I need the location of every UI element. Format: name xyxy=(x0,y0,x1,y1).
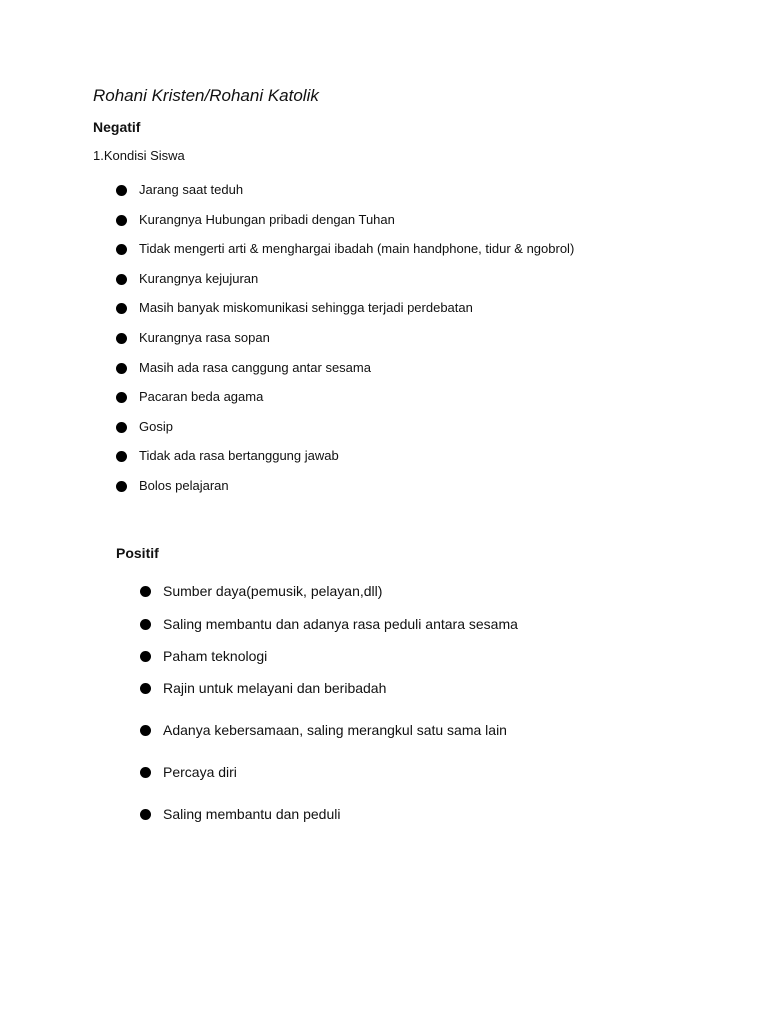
negatif-list-item xyxy=(116,268,574,298)
list-item-text: Saling membantu dan peduli xyxy=(163,806,341,822)
positif-list-item xyxy=(140,719,507,741)
bullet-icon xyxy=(116,481,127,492)
bullet-icon xyxy=(140,619,151,630)
bullet-icon xyxy=(140,767,151,778)
list-item-text: Percaya diri xyxy=(163,764,237,780)
positif-list-item xyxy=(140,580,382,602)
bullet-icon xyxy=(140,651,151,662)
list-item-text: Jarang saat teduh xyxy=(139,182,244,197)
positif-list-item xyxy=(140,803,340,825)
positif-list-item xyxy=(140,761,237,783)
bullet-icon xyxy=(116,392,127,403)
document-title: Rohani Kristen/Rohani Katolik xyxy=(93,86,319,105)
bullet-icon xyxy=(116,422,127,433)
list-item-text: Saling membantu dan adanya rasa peduli antara sesama xyxy=(163,616,518,632)
negatif-list-item xyxy=(116,475,574,505)
list-item-text: Adanya kebersamaan, saling merangkul satu sama lain xyxy=(163,722,507,738)
negatif-list-item xyxy=(116,238,574,268)
positif-heading: Positif xyxy=(116,545,159,561)
list-item-text: Masih ada rasa canggung antar sesama xyxy=(139,359,371,375)
negatif-list-item xyxy=(116,327,574,357)
bullet-icon xyxy=(140,683,151,694)
negatif-list-item xyxy=(116,445,574,475)
negatif-list-item xyxy=(116,416,574,446)
negatif-list-item xyxy=(116,179,574,209)
negatif-list-item xyxy=(116,297,574,327)
bullet-icon xyxy=(140,725,151,736)
positif-list-item xyxy=(140,645,267,667)
list-item-text: Masih banyak miskomunikasi sehingga terjadi perdebatan xyxy=(139,300,473,316)
list-item-text: Gosip xyxy=(139,418,173,434)
list-item-text: Kurangnya kejujuran xyxy=(139,270,259,286)
bullet-icon xyxy=(140,586,151,597)
bullet-icon xyxy=(116,185,127,196)
bullet-icon xyxy=(116,215,127,226)
negatif-list-item xyxy=(116,386,574,416)
list-item-text: Tidak mengerti arti & menghargai ibadah (main handphone, tidur & ngobrol) xyxy=(139,241,575,257)
kondisi-siswa-subheading: 1.Kondisi Siswa xyxy=(93,148,185,163)
list-item-text: Paham teknologi xyxy=(163,648,268,664)
list-item-text: Kurangnya rasa sopan xyxy=(139,329,270,345)
list-item-text: Bolos pelajaran xyxy=(139,477,229,493)
list-item-text: Tidak ada rasa bertanggung jawab xyxy=(139,448,339,464)
list-item-text: Kurangnya Hubungan pribadi dengan Tuhan xyxy=(139,211,395,227)
negatif-heading: Negatif xyxy=(93,119,141,135)
list-item-text: Sumber daya(pemusik, pelayan,dll) xyxy=(163,583,383,599)
negatif-list xyxy=(116,179,574,505)
bullet-icon xyxy=(116,333,127,344)
bullet-icon xyxy=(140,809,151,820)
negatif-list-item xyxy=(116,209,574,239)
list-item-text: Rajin untuk melayani dan beribadah xyxy=(163,680,387,696)
bullet-icon xyxy=(116,303,127,314)
positif-list-item xyxy=(140,613,518,635)
list-item-text: Pacaran beda agama xyxy=(139,389,264,405)
bullet-icon xyxy=(116,244,127,255)
negatif-list-item xyxy=(116,357,574,387)
positif-list-item xyxy=(140,677,386,699)
bullet-icon xyxy=(116,451,127,462)
bullet-icon xyxy=(116,363,127,374)
bullet-icon xyxy=(116,274,127,285)
